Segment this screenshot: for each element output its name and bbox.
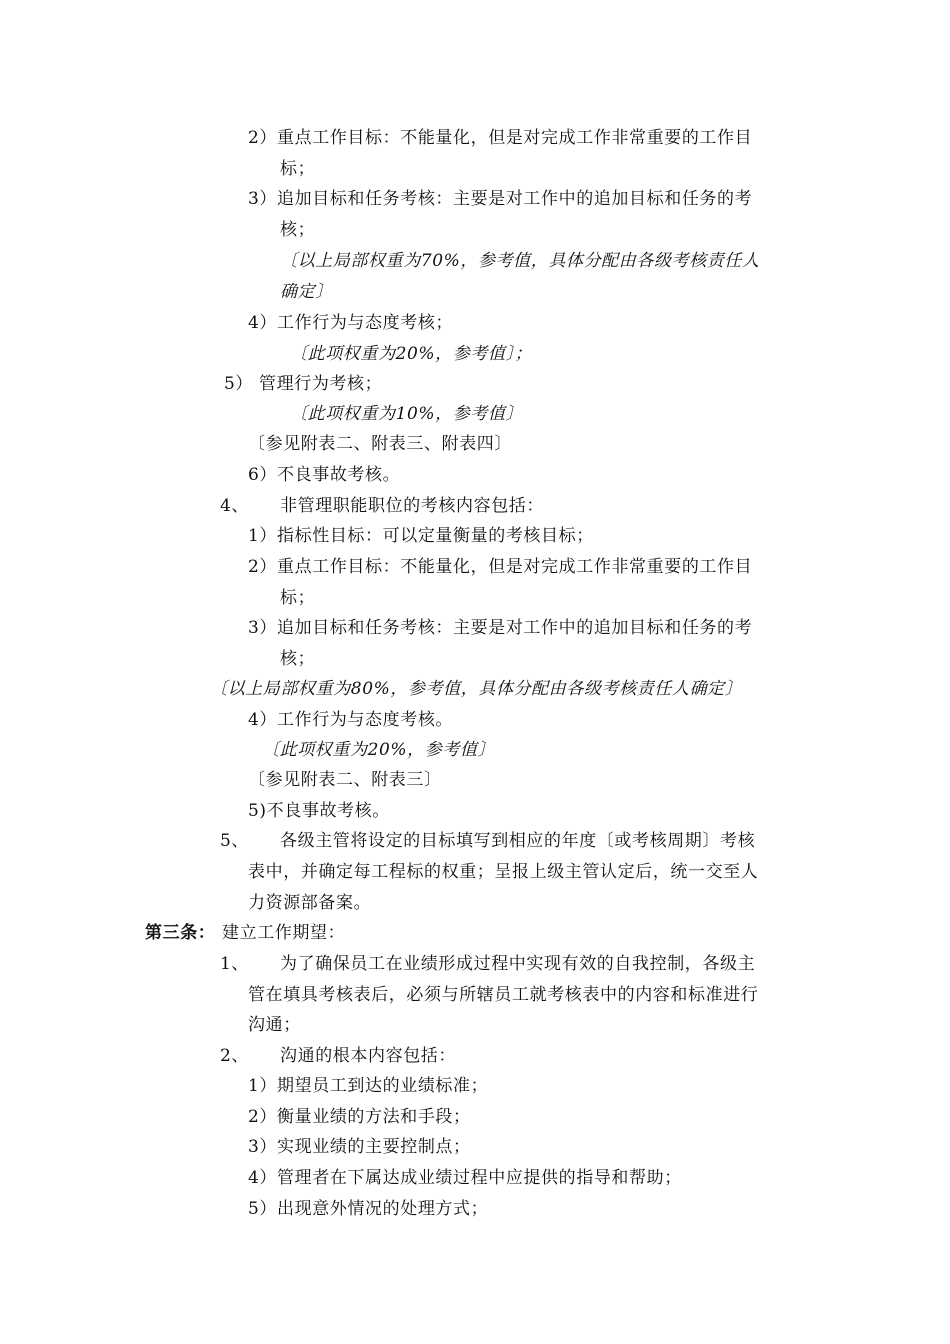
text-line: 2）衡量业绩的方法和手段；: [248, 1107, 471, 1127]
text-line: 各级主管将设定的目标填写到相应的年度〔或考核周期〕考核: [280, 831, 756, 851]
article-title: 建立工作期望：: [222, 923, 346, 943]
text-line: 1）期望员工到达的业绩标准；: [248, 1076, 489, 1096]
text-line: 4）工作行为与态度考核；: [248, 313, 454, 333]
text-line: 标；: [280, 159, 316, 179]
text-line: 5） 管理行为考核；: [224, 374, 383, 394]
weight-note: 〔以上局部权重为80%，参考值，具体分配由各级考核责任人确定〕: [210, 679, 743, 699]
article-heading: 第三条：: [145, 923, 216, 943]
weight-note: 〔以上局部权重为70%，参考值，具体分配由各级考核责任人: [280, 251, 760, 271]
text-line: 4）工作行为与态度考核。: [248, 710, 454, 730]
text-line: 3）实现业绩的主要控制点；: [248, 1137, 471, 1157]
appendix-ref: 〔参见附表二、附表三、附表四〕: [248, 434, 512, 454]
text-line: 5）出现意外情况的处理方式；: [248, 1199, 489, 1219]
text-line: 沟通；: [248, 1015, 301, 1035]
item-number: 2、: [220, 1046, 250, 1066]
weight-note: 确定〕: [280, 282, 333, 302]
text-line: 力资源部备案。: [248, 893, 372, 913]
text-line: 管在填具考核表后，必须与所辖员工就考核表中的内容和标准进行: [248, 985, 759, 1005]
text-line: 为了确保员工在业绩形成过程中实现有效的自我控制，各级主: [280, 954, 756, 974]
text-line: 1）指标性目标：可以定量衡量的考核目标；: [248, 526, 594, 546]
text-line: 2）重点工作目标：不能量化，但是对完成工作非常重要的工作目: [248, 557, 753, 577]
text-line: 沟通的根本内容包括：: [280, 1046, 456, 1066]
weight-note: 〔此项权重为10%，参考值〕: [290, 404, 524, 424]
text-line: 标；: [280, 588, 316, 608]
text-line: 表中，并确定每工程标的权重；呈报上级主管认定后，统一交至人: [248, 862, 759, 882]
item-number: 4、: [220, 496, 250, 516]
text-line: 6）不良事故考核。: [248, 465, 401, 485]
text-line: 5)不良事故考核。: [248, 801, 390, 821]
text-line: 3）追加目标和任务考核：主要是对工作中的追加目标和任务的考: [248, 189, 753, 209]
text-line: 非管理职能职位的考核内容包括：: [280, 496, 544, 516]
appendix-ref: 〔参见附表二、附表三〕: [248, 770, 442, 790]
text-line: 3）追加目标和任务考核：主要是对工作中的追加目标和任务的考: [248, 618, 753, 638]
item-number: 1、: [220, 954, 250, 974]
text-line: 核；: [280, 649, 316, 669]
text-line: 核；: [280, 220, 316, 240]
weight-note: 〔此项权重为20%，参考值〕: [262, 740, 496, 760]
text-line: 2）重点工作目标：不能量化，但是对完成工作非常重要的工作目: [248, 128, 753, 148]
weight-note: 〔此项权重为20%，参考值〕；: [290, 344, 533, 364]
text-line: 4）管理者在下属达成业绩过程中应提供的指导和帮助；: [248, 1168, 682, 1188]
item-number: 5、: [220, 831, 250, 851]
